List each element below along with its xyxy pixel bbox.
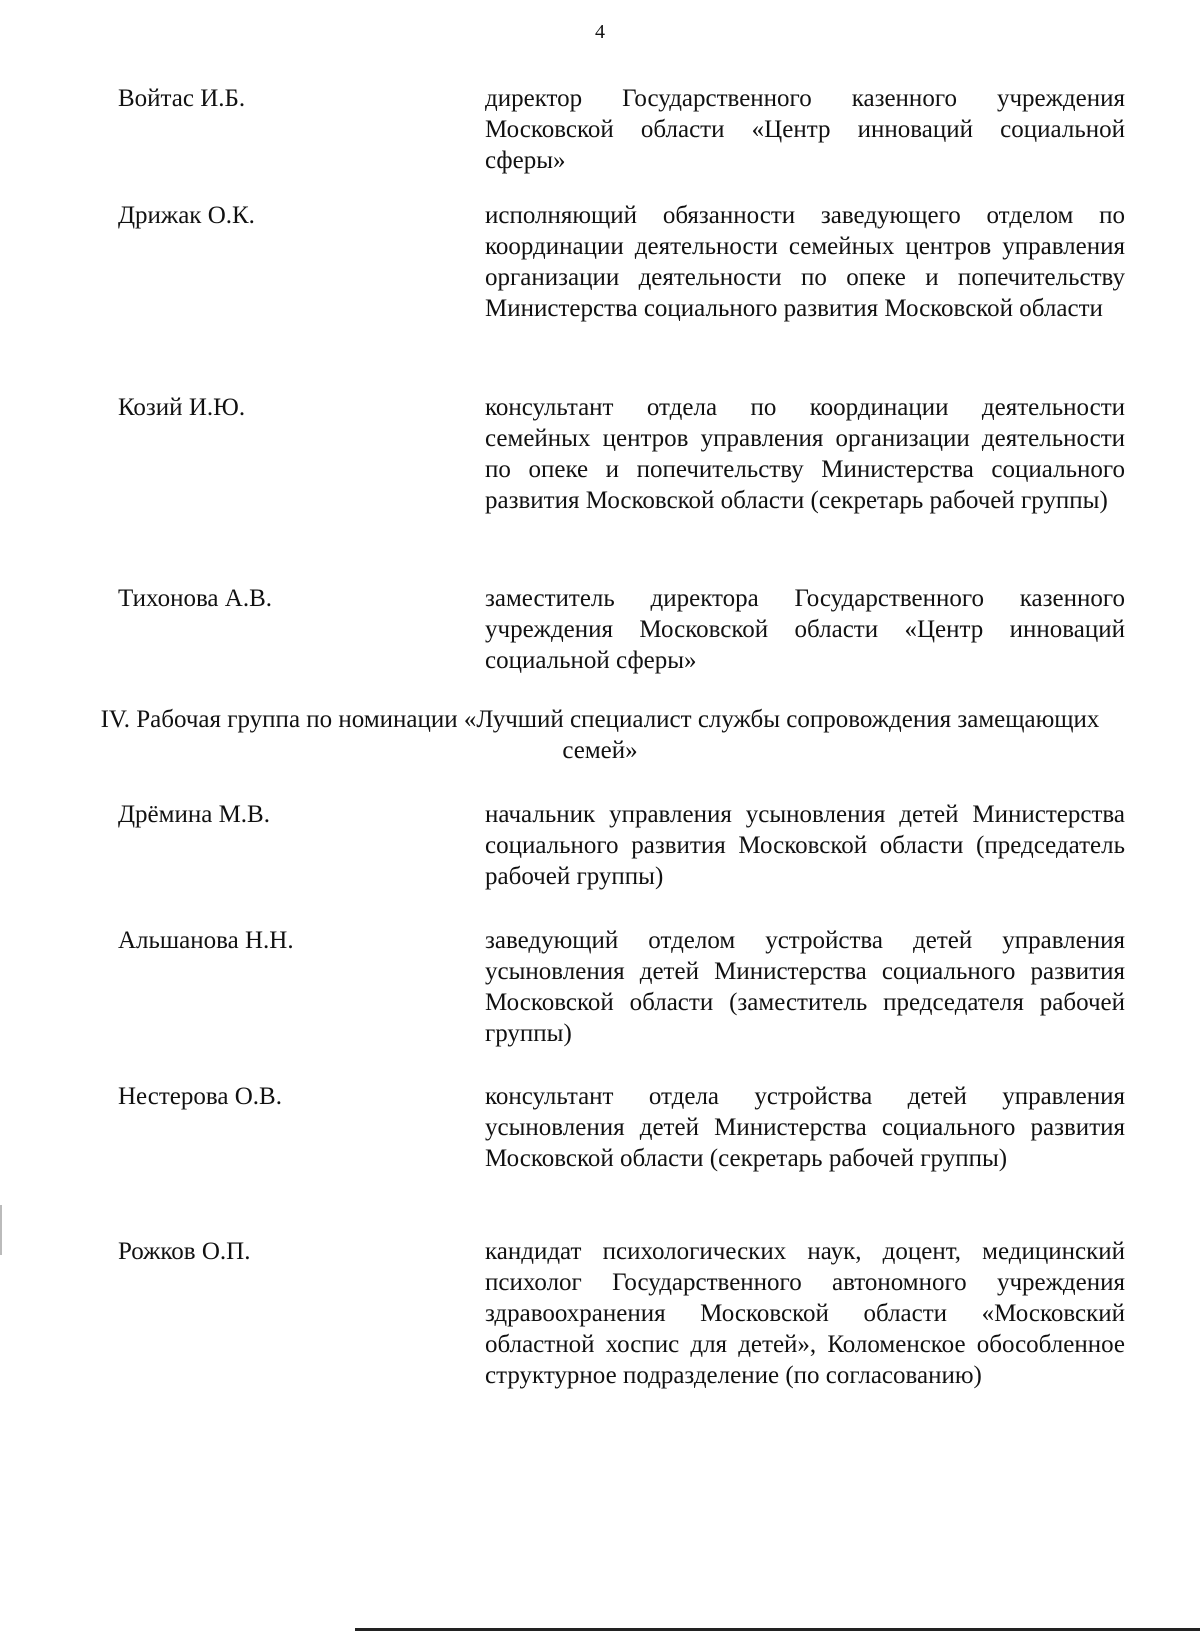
section-heading: IV. Рабочая группа по номинации «Лучший специалист службы сопровождения замещающих семей» <box>100 706 1100 764</box>
member-role: директор Государственного казенного учреждения Московской области «Центр инноваций социальной сферы» <box>485 85 1125 174</box>
page-number: 4 <box>595 21 605 43</box>
bottom-rule <box>355 1628 1200 1631</box>
scan-edge-mark <box>0 1205 2 1255</box>
member-role: консультант отдела устройства детей управления усыновления детей Министерства социального развития Московской области (секретарь рабочей группы) <box>485 1083 1125 1172</box>
member-name: Дрёмина М.В. <box>118 801 270 828</box>
member-role: кандидат психологических наук, доцент, медицинский психолог Государственного автономного учреждения здравоохранения Московской области «Московский областной хоспис для детей», Коломенское обособленное структурное подразделение (по согласованию) <box>485 1238 1125 1389</box>
member-role: исполняющий обязанности заведующего отделом по координации деятельности семейных центров управления организации деятельности по опеке и попечительству Министерства социального развития Московской области <box>485 202 1125 322</box>
member-role: заведующий отделом устройства детей управления усыновления детей Министерства социального развития Московской области (заместитель председателя рабочей группы) <box>485 927 1125 1047</box>
member-name: Рожков О.П. <box>118 1238 251 1265</box>
member-name: Дрижак О.К. <box>118 202 255 229</box>
member-role: начальник управления усыновления детей Министерства социального развития Московской области (председатель рабочей группы) <box>485 801 1125 890</box>
member-role: консультант отдела по координации деятельности семейных центров управления организации деятельности по опеке и попечительству Министерства социального развития Московской области (секретарь рабочей группы) <box>485 394 1125 514</box>
member-role: заместитель директора Государственного казенного учреждения Московской области «Центр инноваций социальной сферы» <box>485 585 1125 674</box>
member-name: Козий И.Ю. <box>118 394 246 421</box>
member-name: Альшанова Н.Н. <box>118 927 294 954</box>
member-name: Нестерова О.В. <box>118 1083 282 1110</box>
member-name: Войтас И.Б. <box>118 85 246 112</box>
member-name: Тихонова А.В. <box>118 585 273 612</box>
